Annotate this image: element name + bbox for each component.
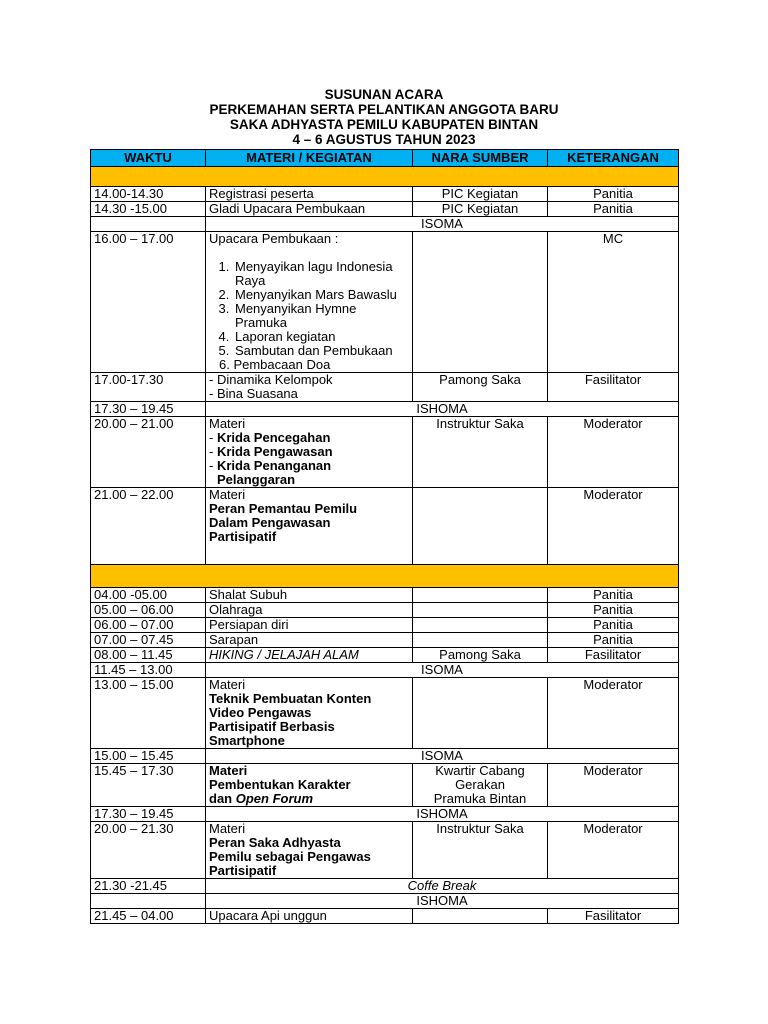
title-line-2: PERKEMAHAN SERTA PELANTIKAN ANGGOTA BARU [209,102,559,117]
ket-cell: Moderator [548,417,679,488]
list-item: 4. Laporan kegiatan [233,330,409,344]
activity-title: Upacara Pembukaan : [209,231,339,246]
activity-cell: Olahraga [206,603,413,618]
activity-title: Materi [209,821,246,836]
table-row [91,618,679,633]
list-item: 6. Pembacaan Doa [219,357,331,372]
nara-cell [413,764,548,807]
header-waktu: WAKTU [91,150,206,167]
time-cell: 11.45 – 13.00 [91,663,206,678]
time-cell: 21.30 -21.45 [91,879,206,894]
nara-cell [413,678,548,749]
ket-cell: Panitia [548,603,679,618]
activity-cell: Gladi Upacara Pembukaan [206,202,413,217]
nara-cell [413,488,548,565]
topic-text: Partisipatif [209,529,277,544]
time-cell: 17.00-17.30 [91,373,206,402]
ket-cell: Fasilitator [548,373,679,402]
ket-cell: Panitia [548,588,679,603]
nara-cell: Instruktur Saka [413,822,548,879]
table-row [91,678,679,749]
table-row [91,894,679,909]
time-cell: 14.30 -15.00 [91,202,206,217]
time-cell: 20.00 – 21.30 [91,822,206,879]
nara-cell [413,633,548,648]
nara-cell [413,603,548,618]
table-row [91,603,679,618]
ceremony-list [209,260,409,358]
time-cell: 15.45 – 17.30 [91,764,206,807]
time-cell: 04.00 -05.00 [91,588,206,603]
time-cell: 05.00 – 06.00 [91,603,206,618]
table-row [91,488,679,565]
time-cell: 13.00 – 15.00 [91,678,206,749]
nara-line: Kwartir Cabang [435,763,525,778]
activity-cell: Shalat Subuh [206,588,413,603]
header-ket: KETERANGAN [548,150,679,167]
activity-cell [206,232,413,373]
header-row [91,150,679,167]
nara-cell [413,232,548,373]
day-separator [91,565,679,588]
topic-text: Pembentukan Karakter [209,777,351,792]
ket-cell: Panitia [548,633,679,648]
table-row [91,633,679,648]
time-cell: 17.30 – 19.45 [91,807,206,822]
day-separator [91,167,679,187]
table-row [91,588,679,603]
title-line-4: 4 – 6 AGUSTUS TAHUN 2023 [292,132,476,147]
document-title [0,87,768,147]
time-cell [91,217,206,232]
time-cell: 14.00-14.30 [91,187,206,202]
table-row [91,764,679,807]
activity-cell [206,764,413,807]
topic-text: Peran Pemantau Pemilu [209,501,358,516]
table-row [91,909,679,924]
break-cell: ISHOMA [206,402,679,417]
ket-cell: Moderator [548,678,679,749]
nara-cell: Pamong Saka [413,648,548,663]
activity-cell [206,822,413,879]
nara-cell [413,588,548,603]
activity-title: Materi [209,677,246,692]
topic-text: Pemilu sebagai Pengawas [209,849,371,864]
time-cell: 16.00 – 17.00 [91,232,206,373]
ket-cell: Moderator [548,764,679,807]
table-row [91,202,679,217]
topic-text: Krida Penanganan [216,458,332,473]
activity-line: - Dinamika Kelompok [209,372,333,387]
break-cell: ISOMA [206,749,679,764]
table-row [91,417,679,488]
list-item: 2. Menyanyikan Mars Bawaslu [233,288,409,302]
table-row [91,232,679,373]
activity-title: Materi [209,416,246,431]
time-cell [91,894,206,909]
list-item: 3. Menyanyikan Hymne Pramuka [233,302,409,330]
time-cell: 20.00 – 21.00 [91,417,206,488]
ket-cell: Fasilitator [548,909,679,924]
table-row [91,187,679,202]
nara-cell: PIC Kegiatan [413,187,548,202]
table-row [91,648,679,663]
nara-cell: Pamong Saka [413,373,548,402]
time-cell: 06.00 – 07.00 [91,618,206,633]
time-cell: 15.00 – 15.45 [91,749,206,764]
topic-text: Smartphone [209,733,285,748]
list-item: 1. Menyayikan lagu Indonesia Raya [233,260,409,288]
topic-text: Partisipatif [209,863,277,878]
nara-line: Pramuka Bintan [433,791,527,806]
table-row [91,373,679,402]
time-cell: 21.45 – 04.00 [91,909,206,924]
activity-cell: HIKING / JELAJAH ALAM [206,648,413,663]
topic-text: Dalam Pengawasan [209,515,331,530]
ket-cell: Panitia [548,187,679,202]
activity-title: Materi [209,487,246,502]
topic-text: Partisipatif Berbasis [209,719,335,734]
activity-cell: Materi - Krida Pencegahan - Krida Pengawasan - Krida Penanganan Pelanggaran [206,417,413,488]
time-cell: 08.00 – 11.45 [91,648,206,663]
break-cell: ISOMA [206,663,679,678]
table-row [91,822,679,879]
header-nara: NARA SUMBER [413,150,548,167]
title-line-1: SUSUNAN ACARA [324,87,444,102]
nara-cell: Instruktur Saka [413,417,548,488]
break-cell: ISHOMA [206,894,679,909]
break-cell: ISOMA [206,217,679,232]
break-cell: ISHOMA [206,807,679,822]
topic-text: Open Forum [235,791,314,806]
time-cell: 17.30 – 19.45 [91,402,206,417]
list-item: 5. Sambutan dan Pembukaan [233,344,409,358]
table-row [91,217,679,232]
table-row [91,807,679,822]
activity-cell [206,488,413,565]
schedule-table [90,149,679,924]
title-line-3: SAKA ADHYASTA PEMILU KABUPATEN BINTAN [229,117,539,132]
nara-cell: PIC Kegiatan [413,202,548,217]
nara-cell [413,909,548,924]
topic-text: Krida Pengawasan [216,444,333,459]
topic-text: Pelanggaran [217,472,296,487]
table-row [91,402,679,417]
activity-cell: Sarapan [206,633,413,648]
ket-cell: Panitia [548,202,679,217]
activity-cell [206,678,413,749]
topic-text: Krida Pencegahan [216,430,331,445]
activity-cell: Upacara Api unggun [206,909,413,924]
table-row [91,749,679,764]
activity-cell [206,373,413,402]
activity-line: - Bina Suasana [209,386,298,401]
topic-text: Materi [209,763,248,778]
nara-line: Gerakan [455,777,505,792]
ket-cell: Fasilitator [548,648,679,663]
ket-cell: MC [548,232,679,373]
time-cell: 07.00 – 07.45 [91,633,206,648]
activity-cell: Registrasi peserta [206,187,413,202]
nara-cell [413,618,548,633]
table-row [91,879,679,894]
table-row [91,663,679,678]
break-cell: Coffe Break [206,879,679,894]
ket-cell: Panitia [548,618,679,633]
ket-cell: Moderator [548,822,679,879]
time-cell: 21.00 – 22.00 [91,488,206,565]
ket-cell: Moderator [548,488,679,565]
header-materi: MATERI / KEGIATAN [206,150,413,167]
topic-text: Teknik Pembuatan Konten [209,691,372,706]
activity-cell: Persiapan diri [206,618,413,633]
topic-text: Peran Saka Adhyasta [209,835,341,850]
topic-text: Video Pengawas [209,705,312,720]
topic-text: dan [209,791,236,806]
